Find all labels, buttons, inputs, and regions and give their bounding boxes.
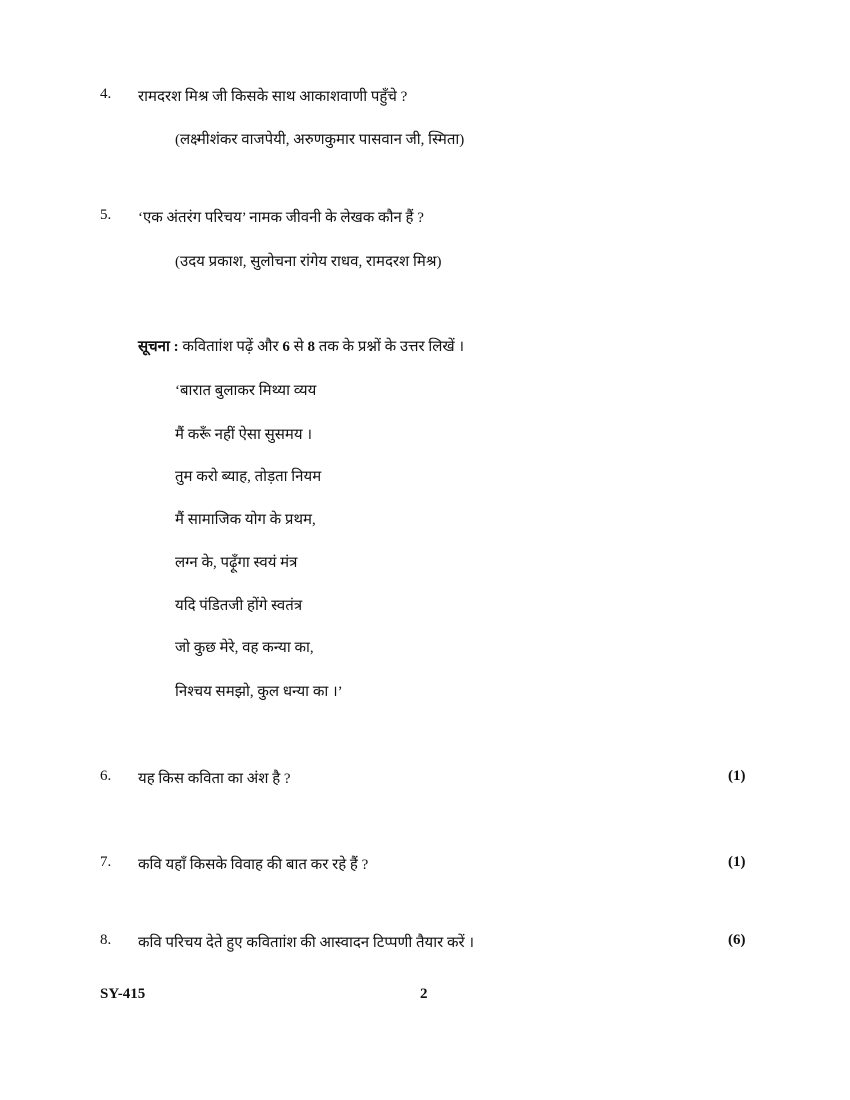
- question-5-number: 5.: [100, 207, 112, 223]
- question-8-marks: (6): [728, 932, 746, 948]
- poem-line: मैं सामाजिक योग के प्रथम,: [175, 512, 316, 528]
- footer-paper-code: SY-415: [100, 986, 146, 1002]
- poem-line: लग्न के, पढ़ूँगा स्वयं मंत्र: [175, 555, 298, 571]
- poem-line: यदि पंडितजी होंगे स्वतंत्र: [175, 598, 303, 614]
- notice-text-before: कविताांश पढ़ें और: [182, 339, 279, 355]
- question-4-text: रामदरश मिश्र जी किसके साथ आकाशवाणी पहुँचे ?: [138, 89, 408, 105]
- notice-label: सूचना :: [138, 339, 179, 355]
- poem-line: मैं करूँ नहीं ऐसा सुसमय ।: [175, 427, 313, 443]
- question-6-marks: (1): [728, 768, 746, 784]
- footer-page-number: 2: [420, 986, 428, 1002]
- question-5-text: ‘एक अंतरंग परिचय’ नामक जीवनी के लेखक कौन हैं ?: [138, 210, 424, 226]
- poem-line: जो कुछ मेरे, वह कन्या का,: [175, 640, 314, 656]
- poem-line: तुम करो ब्याह, तोड़ता नियम: [175, 469, 322, 485]
- question-7-marks: (1): [728, 854, 746, 870]
- question-8-number: 8.: [100, 932, 112, 948]
- notice-num-from: 6: [282, 339, 290, 355]
- notice-text-mid: से: [293, 339, 304, 355]
- poem-line: निश्चय समझो, कुल धन्या का ।’: [175, 684, 343, 700]
- question-5-options: (उदय प्रकाश, सुलोचना रांगेय राधव, रामदरश मिश्र): [175, 254, 442, 270]
- question-6-text: यह किस कविता का अंश है ?: [138, 771, 291, 787]
- poem-line: ‘बारात बुलाकर मिथ्या व्यय: [175, 383, 317, 399]
- question-7-number: 7.: [100, 854, 112, 870]
- question-8-text: कवि परिचय देते हुए कविताांश की आस्वादन टिप्पणी तैयार करें ।: [138, 935, 475, 951]
- notice-text-after: तक के प्रश्नों के उत्तर लिखें ।: [318, 339, 465, 355]
- question-4-number: 4.: [100, 86, 112, 102]
- question-7-text: कवि यहाँ किसके विवाह की बात कर रहे हैं ?: [138, 857, 369, 873]
- question-4-options: (लक्ष्मीशंकर वाजपेयी, अरुणकुमार पासवान जी, स्मिता): [175, 132, 465, 148]
- notice-line: [138, 336, 464, 356]
- question-6-number: 6.: [100, 768, 112, 784]
- notice-num-to: 8: [307, 339, 315, 355]
